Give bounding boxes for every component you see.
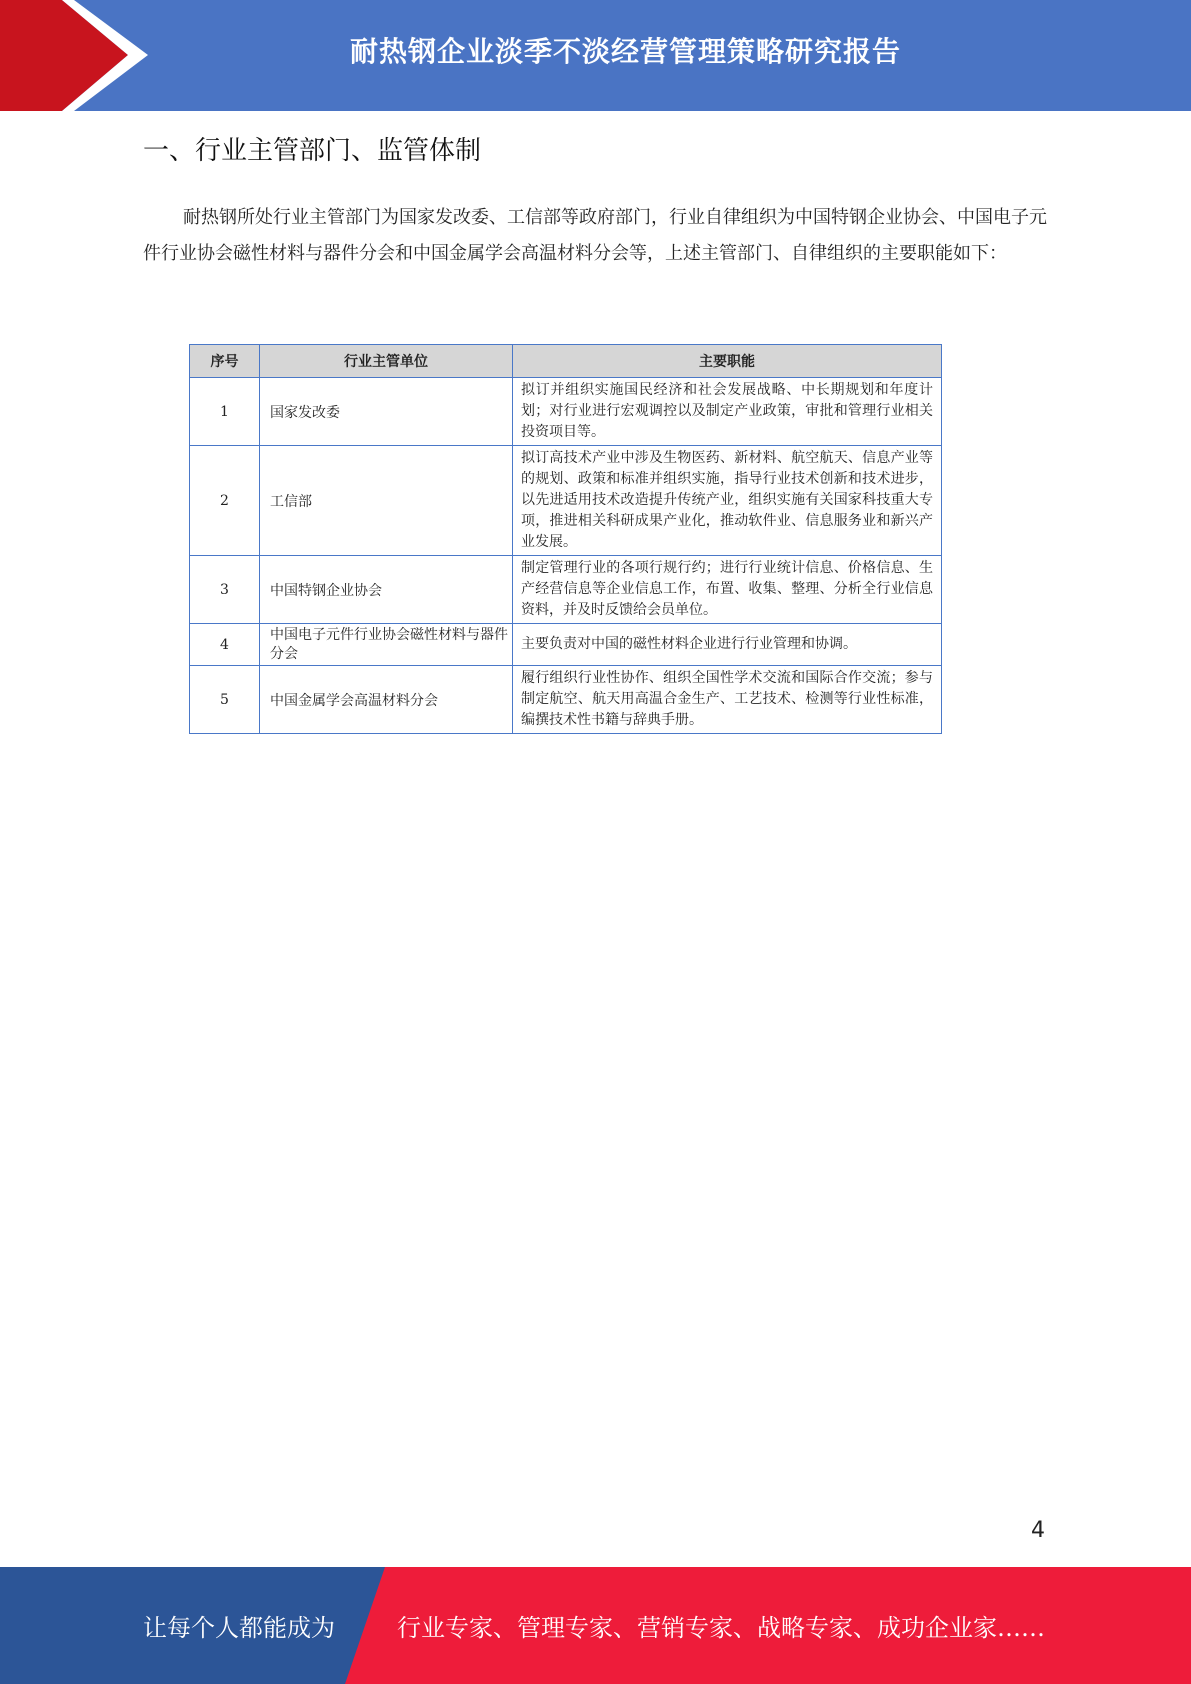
row-number: 5 — [190, 666, 260, 734]
table-row — [190, 378, 942, 446]
row-number: 1 — [190, 378, 260, 446]
row-number: 2 — [190, 446, 260, 556]
row-unit: 中国电子元件行业协会磁性材料与器件分会 — [260, 624, 513, 666]
page-number: 4 — [1031, 1518, 1045, 1543]
row-unit: 工信部 — [260, 446, 513, 556]
row-function: 拟订高技术产业中涉及生物医药、新材料、航空航天、信息产业等的规划、政策和标准并组织实施，指导行业技术创新和技术进步，以先进适用技术改造提升传统产业，组织实施有关国家科技重大专项，推进相关科研成果产业化，推动软件业、信息服务业和新兴产业发展。 — [513, 446, 942, 556]
row-number: 3 — [190, 556, 260, 624]
column-header-number: 序号 — [190, 345, 260, 378]
section-heading: 一、行业主管部门、监管体制 — [143, 136, 482, 166]
row-number: 4 — [190, 624, 260, 666]
regulator-table — [189, 344, 942, 734]
chevron-arrow-icon — [0, 0, 160, 111]
column-header-function: 主要职能 — [513, 345, 942, 378]
table-row — [190, 556, 942, 624]
regulator-table-container — [189, 344, 942, 734]
row-unit: 中国金属学会高温材料分会 — [260, 666, 513, 734]
row-unit: 中国特钢企业协会 — [260, 556, 513, 624]
column-header-unit: 行业主管单位 — [260, 345, 513, 378]
table-row — [190, 666, 942, 734]
table-header-row — [190, 345, 942, 378]
report-title: 耐热钢企业淡季不淡经营管理策略研究报告 — [349, 35, 901, 68]
row-unit: 国家发改委 — [260, 378, 513, 446]
row-function: 履行组织行业性协作、组织全国性学术交流和国际合作交流；参与制定航空、航天用高温合金生产、工艺技术、检测等行业性标准，编撰技术性书籍与辞典手册。 — [513, 666, 942, 734]
row-function: 制定管理行业的各项行规行约；进行行业统计信息、价格信息、生产经营信息等企业信息工作，布置、收集、整理、分析全行业信息资料，并及时反馈给会员单位。 — [513, 556, 942, 624]
intro-paragraph: 耐热钢所处行业主管部门为国家发改委、工信部等政府部门，行业自律组织为中国特钢企业协会、中国电子元件行业协会磁性材料与器件分会和中国金属学会高温材料分会等，上述主管部门、自律组织的主要职能如下： — [143, 207, 1047, 264]
row-function: 拟订并组织实施国民经济和社会发展战略、中长期规划和年度计划；对行业进行宏观调控以及制定产业政策，审批和管理行业相关投资项目等。 — [513, 378, 942, 446]
table-row — [190, 446, 942, 556]
table-row — [190, 624, 942, 666]
page-footer — [0, 1567, 1191, 1684]
footer-slogan-right: 行业专家、管理专家、营销专家、战略专家、成功企业家…… — [397, 1614, 1045, 1642]
report-header — [0, 0, 1191, 111]
footer-slogan-left: 让每个人都能成为 — [143, 1614, 335, 1642]
row-function: 主要负责对中国的磁性材料企业进行行业管理和协调。 — [513, 624, 942, 666]
